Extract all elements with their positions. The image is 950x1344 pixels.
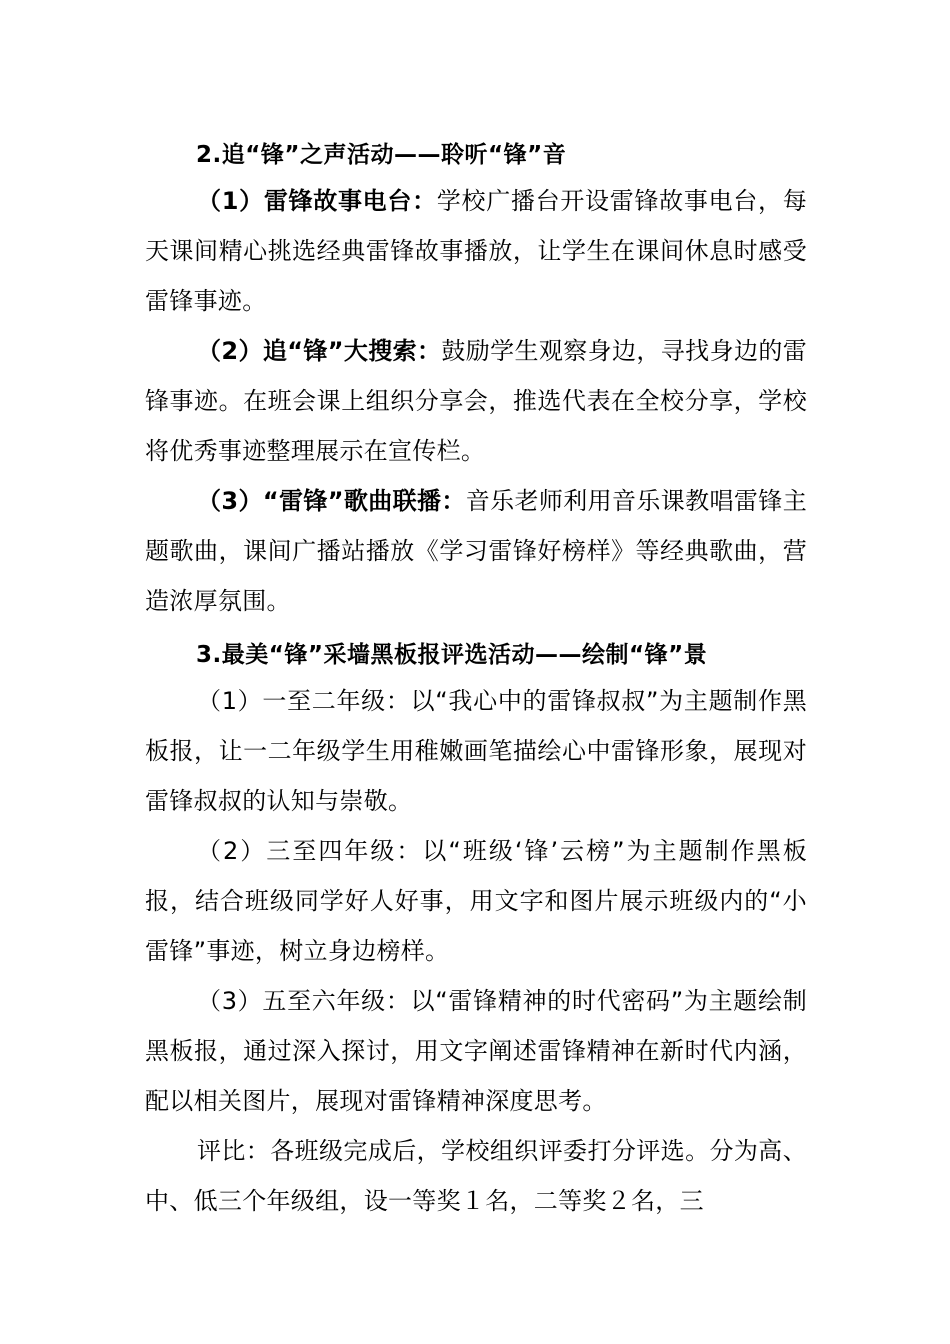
section-3-heading: 3.最美“锋”采墙黑板报评选活动——绘制“锋”景: [196, 642, 708, 668]
section-2-heading: 2.追“锋”之声活动——聆听“锋”音: [196, 142, 567, 168]
paragraph-search: [145, 326, 807, 476]
paragraph-radio-station: [145, 176, 807, 326]
paragraph-grade-5-6: （3）五至六年级：以“雷锋精神的时代密码”为主题绘制黑板报，通过深入探讨，用文字阐述雷锋精神在新时代内涵，配以相关图片，展现对雷锋精神深度思考。: [145, 987, 807, 1115]
paragraph-songs: [145, 476, 807, 626]
paragraph-grade-1-2: （1）一至二年级：以“我心中的雷锋叔叔”为主题制作黑板报，让一二年级学生用稚嫩画笔描绘心中雷锋形象，展现对雷锋叔叔的认知与崇敬。: [145, 687, 807, 815]
paragraph-evaluation: 评比：各班级完成后，学校组织评委打分评选。分为高、中、低三个年级组，设一等奖１名，二等奖２名，三: [145, 1137, 807, 1215]
item-label: （2）追“锋”大搜索：: [197, 337, 442, 365]
item-text: 音乐老师利用音乐课教唱雷锋主题歌曲，课间广播站播放《学习雷锋好榜样》等经典歌曲，营造浓厚氛围。: [145, 487, 807, 615]
item-text: 学校广播台开设雷锋故事电台，每天课间精心挑选经典雷锋故事播放，让学生在课间休息时感受雷锋事迹。: [145, 187, 807, 315]
paragraph-grade-3-4: （2）三至四年级：以“班级‘锋’云榜”为主题制作黑板报，结合班级同学好人好事，用文字和图片展示班级内的“小雷锋”事迹，树立身边榜样。: [145, 837, 807, 965]
item-label: （3）“雷锋”歌曲联播：: [197, 487, 466, 515]
item-label: （1）雷锋故事电台：: [197, 187, 437, 215]
item-text: 鼓励学生观察身边，寻找身边的雷锋事迹。在班会课上组织分享会，推选代表在全校分享，学校将优秀事迹整理展示在宣传栏。: [145, 337, 807, 465]
